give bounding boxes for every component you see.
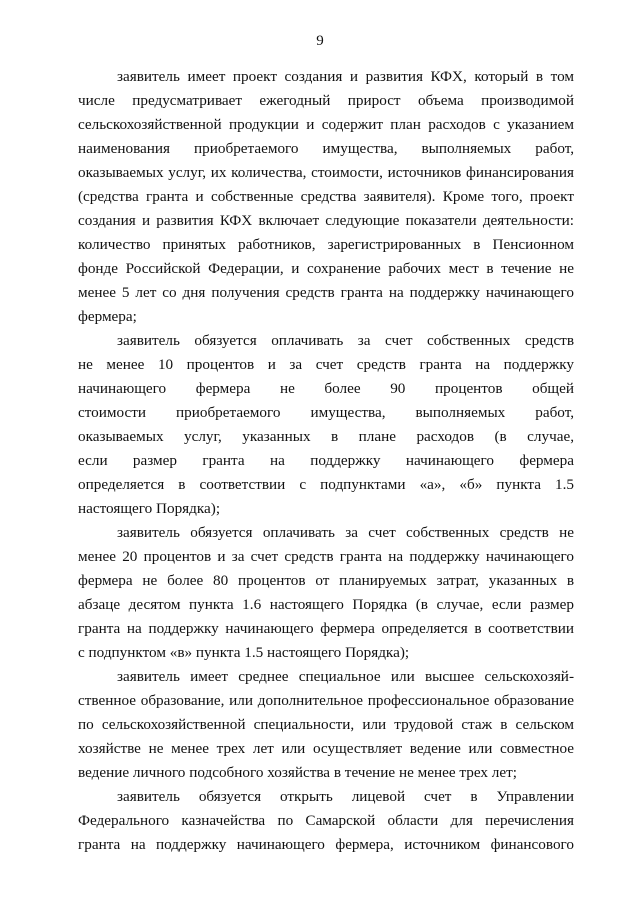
text-line: Федерального казначейства по Самарской области для перечисления [78, 812, 574, 829]
text-line: с подпунктом «в» пункта 1.5 настоящего Порядка); [78, 644, 410, 661]
text-line: сельскохозяйственной продукции и содержит план расходов с указанием [78, 116, 574, 133]
text-line: менее 20 процентов и за счет средств гранта на поддержку начинающего [78, 548, 574, 565]
text-line: заявитель обязуется оплачивать за счет собственных средств [117, 332, 574, 349]
page-number: 9 [316, 33, 324, 49]
text-line: абзаце десятом пункта 1.6 настоящего Порядка (в случае, если размер [78, 596, 574, 613]
text-line: ственное образование, или дополнительное профессиональное образование [78, 692, 574, 709]
text-line: заявитель обязуется оплачивать за счет собственных средств не [117, 524, 574, 541]
text-line: если размер гранта на поддержку начинающего фермера [78, 452, 574, 469]
text-line: настоящего Порядка); [78, 500, 221, 517]
paragraph [78, 65, 574, 329]
text-line: стоимости приобретаемого имущества, выполняемых работ, [78, 404, 574, 421]
text-line: хозяйстве не менее трех лет или осуществляет ведение или совместное [78, 740, 574, 757]
text-line: определяется в соответствии с подпунктами «а», «б» пункта 1.5 [78, 476, 574, 493]
text-line: гранта на поддержку начинающего фермера определяется в соответствии [78, 620, 574, 637]
text-line: заявитель имеет среднее специальное или высшее сельскохозяй- [117, 668, 574, 685]
text-line: (средства гранта и собственные средства заявителя). Кроме того, проект [78, 188, 574, 205]
text-line: фермера не более 80 процентов от планируемых затрат, указанных в [78, 572, 574, 589]
text-line: создания и развития КФХ включает следующие показатели деятельности: [78, 212, 574, 229]
text-line: менее 5 лет со дня получения средств гранта на поддержку начинающего [78, 284, 574, 301]
paragraph [78, 665, 574, 785]
text-line: оказываемых услуг, указанных в плане расходов (в случае, [78, 428, 574, 445]
text-line: не менее 10 процентов и за счет средств гранта на поддержку [78, 356, 574, 373]
text-line: по сельскохозяйственной специальности, или трудовой стаж в сельском [78, 716, 574, 733]
paragraph [78, 521, 574, 665]
text-line: фонде Российской Федерации, и сохранение рабочих мест в течение не [78, 260, 574, 277]
paragraph [78, 785, 574, 857]
paragraph [78, 329, 574, 521]
text-line: заявитель обязуется открыть лицевой счет в Управлении [117, 788, 574, 805]
text-line: наименования приобретаемого имущества, выполняемых работ, [78, 140, 574, 157]
text-line: гранта на поддержку начинающего фермера, источником финансового [78, 836, 574, 853]
text-line: начинающего фермера не более 90 процентов общей [78, 380, 574, 397]
text-line: заявитель имеет проект создания и развития КФХ, который в том [117, 68, 574, 85]
document-body [78, 65, 574, 857]
text-line: оказываемых услуг, их количества, стоимости, источников финансирования [78, 164, 574, 181]
text-line: фермера; [78, 308, 137, 325]
text-line: числе предусматривает ежегодный прирост объема производимой [78, 92, 574, 109]
text-line: количество принятых работников, зарегистрированных в Пенсионном [78, 236, 574, 253]
text-line: ведение личного подсобного хозяйства в течение не менее трех лет; [78, 764, 517, 781]
